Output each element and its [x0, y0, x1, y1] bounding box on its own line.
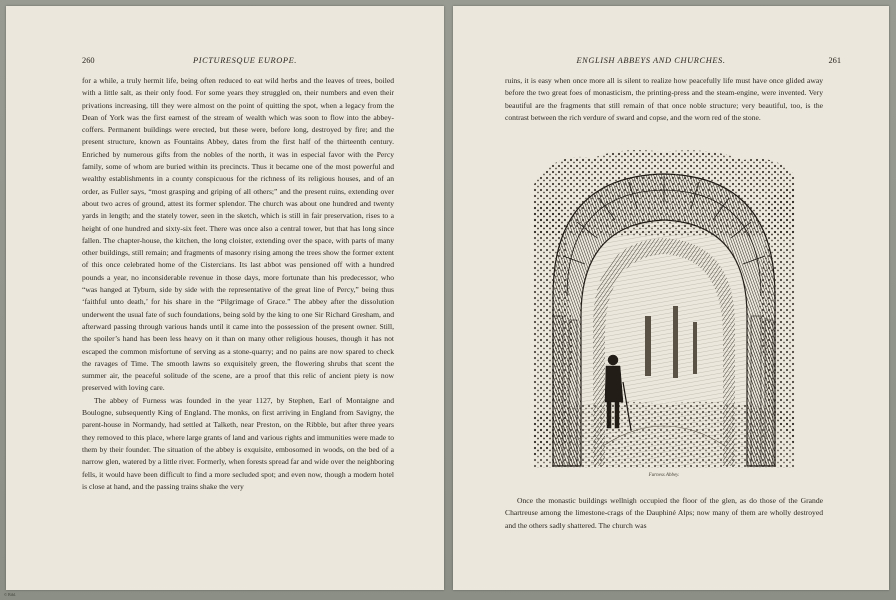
left-page-header	[6, 56, 444, 68]
footer-mark: © Bibl.	[4, 592, 16, 597]
page-number-right: 261	[828, 56, 841, 65]
right-page-body-bottom	[505, 495, 823, 532]
left-page-body	[82, 75, 394, 493]
body-paragraph: The abbey of Furness was founded in the year 1127, by Stephen, Earl of Montaigne and Boulogne, subsequently King of England. The monks, on first arriving in England from Savigny, the parent-house in Normandy, had settled at Talketh, near Preston, on the Ribble, but after three years they removed to this place, where large grants of land and various rights and immunities were made to them by their founder. The situation of the abbey is exquisite, embosomed in woods, on the bed of a narrow glen, watered by a little river. Formerly, when forests spread far and wide over the neighboring fells, it would have been difficult to find a more secluded spot; and even now, though a modern hotel is close at hand, and the passing trains shake the very	[82, 395, 394, 491]
body-paragraph: for a while, a truly hermit life, being often reduced to eat wild herbs and the leaves of trees, boiled with a little salt, as their only food. For some years they struggled on, their numbers and even their privations increasing, till they were almost on the point of quitting the spot, when a legacy from the Dean of York was the first earnest of the stream of wealth which was soon to flow into the abbey-coffers. Permanent buildings were erected, but these were, before long, destroyed by fire; and the present structure, known as Fountains Abbey, dates from the first half of the thirteenth century. Enriched by numerous gifts from the nobles of the north, it was in especial favor with the Percy family, some of whom are buried within its precincts. Thus it became one of the most powerful and wealthy establishments in a county conspicuous for the richness of its religious houses, and of an order, as Fuller says, “most grasping and griping of all others;” and the present ruins, extending over about two acres of ground, attest its former splendor. The church was about one hundred and twenty yards in length; and the stately tower, seen in the sketch, which is still in fair preservation, rises to a height of one hundred and sixty-six feet. There was once also a central tower, but that has long since fallen. The chapter-house, the kitchen, the long cloister, extending over the space, with parts of many other buildings, still remain; and fragments of masonry rising among the trees show the former extent of this once celebrated home of the Cistercians. Its last abbot was pensioned off with a hundred pounds a year, no inconsiderable revenue in those days, more fortunate than his predecessor, who “was hanged at Tyburn, side by side with the representative of the great line of Percy,” being thus ‘faithful unto death,’ for his share in the “Pilgrimage of Grace.” The abbey after the dissolution underwent the usual fate of such foundations, being sold by the king to one Sir Richard Gresham, and afterward passing through various hands until it came into the possession of the present owner. Still, the spoiler’s hand has been less heavy on it than on many other religious houses, though it has not escaped the common misfortune of serving as a stone-quarry; and no pains are now spared to check the ravages of Time. The smooth lawns so exquisitely green, the flowering shrubs that scent the summer air, the peaceful solitude of the scene, are a proof that this relic of ancient piety is now preserved with loving care.	[82, 76, 394, 393]
illustration-caption: Furness Abbey.	[648, 473, 680, 478]
furness-abbey-engraving	[533, 146, 795, 468]
right-page-header	[453, 56, 889, 68]
left-page	[6, 6, 444, 590]
right-page-body-top	[505, 75, 823, 124]
running-title-right: ENGLISH ABBEYS AND CHURCHES.	[576, 56, 726, 65]
right-page	[453, 6, 889, 590]
page-number-left: 260	[82, 56, 95, 65]
body-paragraph: ruins, it is easy when once more all is silent to realize how peacefully life must have once glided away before the two great foes of monasticism, the printing-press and the steam-engine, were invented. Very beautiful are the fragments that still remain of that once noble structure; very beautiful, too, is the contrast between the rich verdure of sward and copse, and the worn red of the stone.	[505, 76, 823, 122]
body-paragraph: Once the monastic buildings wellnigh occupied the floor of the glen, as do those of the Grande Chartreuse among the limestone-crags of the Dauphiné Alps; now many of them are wholly destroyed and the others sadly shattered. The church was	[505, 496, 823, 530]
running-title-left: PICTURESQUE EUROPE.	[193, 56, 297, 65]
